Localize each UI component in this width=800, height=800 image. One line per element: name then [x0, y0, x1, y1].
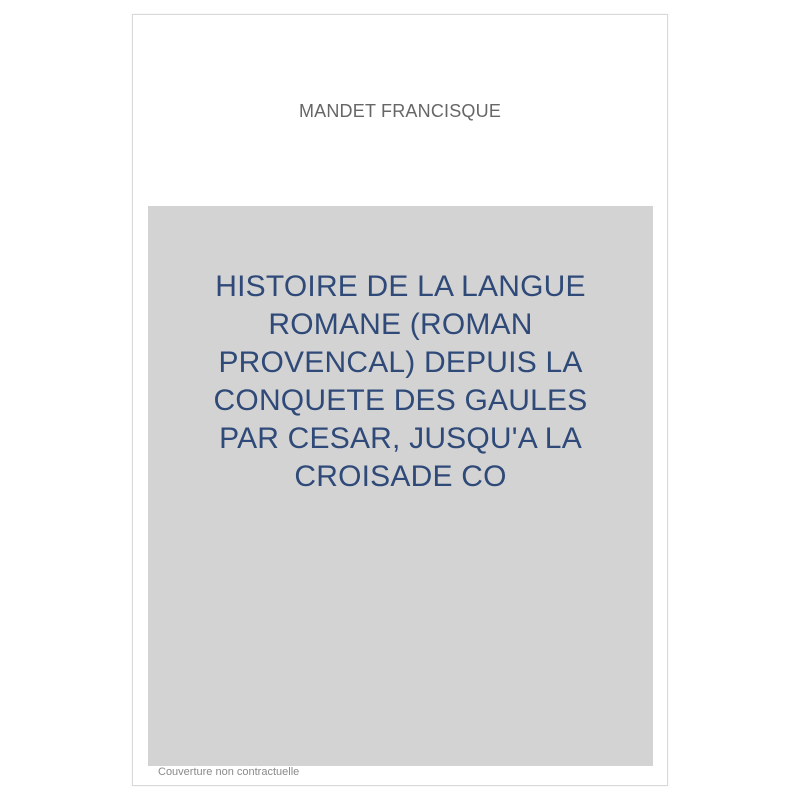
cover-disclaimer: Couverture non contractuelle [158, 766, 300, 778]
title-panel [148, 206, 653, 766]
book-title: HISTOIRE DE LA LANGUE ROMANE (ROMAN PROVENCAL) DEPUIS LA CONQUETE DES GAULES PAR CESAR, JUSQU'A LA CROISADE CO [213, 270, 588, 493]
book-cover [132, 14, 668, 786]
book-author: MANDET FRANCISQUE [298, 101, 502, 121]
